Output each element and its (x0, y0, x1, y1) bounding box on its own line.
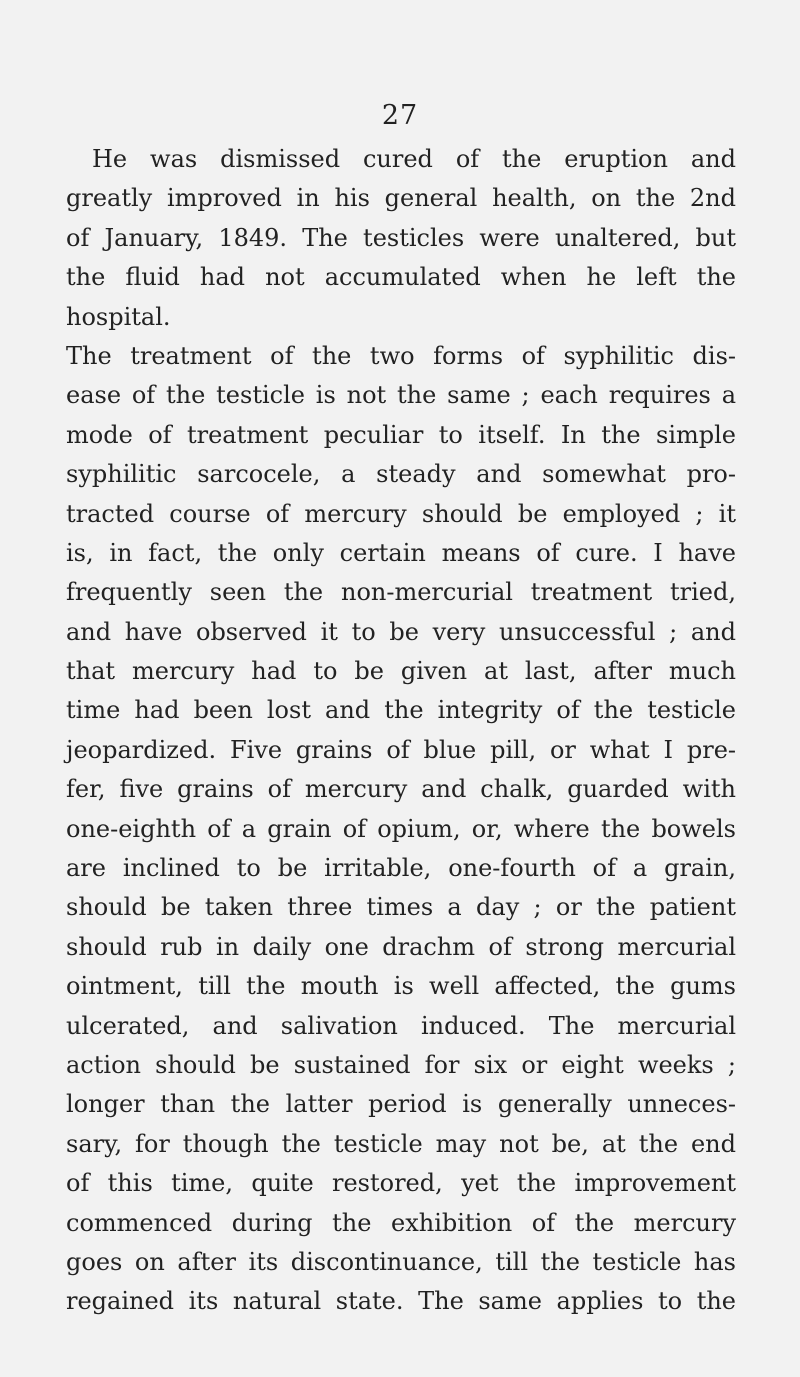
text-line: longer than the latter period is generally unneces- (66, 1090, 736, 1119)
text-line: are inclined to be irritable, one-fourth of a grain, (66, 854, 736, 883)
text-line: that mercury had to be given at last, after much (66, 657, 736, 686)
text-line: is, in fact, the only certain means of cure. I have (66, 538, 736, 567)
text-line: should be taken three times a day ; or the patient (66, 893, 736, 922)
page-number: 27 (381, 100, 419, 131)
text-line: one-eighth of a grain of opium, or, where the bowels (66, 814, 736, 843)
text-line: hospital. (66, 302, 171, 331)
body-text (66, 140, 736, 1322)
text-line: regained its natural state. The same applies to the (66, 1287, 736, 1316)
text-line: fer, five grains of mercury and chalk, guarded with (66, 775, 736, 804)
text-line: sary, for though the testicle may not be, at the end (66, 1129, 736, 1158)
text-line: the fluid had not accumulated when he left the (66, 263, 736, 292)
text-line: should rub in daily one drachm of strong mercurial (66, 932, 736, 961)
text-line: ointment, till the mouth is well affected, the gums (66, 972, 736, 1001)
text-line: greatly improved in his general health, on the 2nd (66, 184, 736, 213)
text-line: ease of the testicle is not the same ; each requires a (66, 381, 736, 410)
text-line: syphilitic sarcocele, a steady and somewhat pro- (66, 460, 736, 489)
text-line: He was dismissed cured of the eruption and (92, 145, 736, 173)
text-line: jeopardized. Five grains of blue pill, or what I pre- (66, 735, 736, 764)
text-line: of January, 1849. The testicles were unaltered, but (66, 223, 736, 252)
text-line: of this time, quite restored, yet the improvement (66, 1169, 736, 1198)
text-line: time had been lost and the integrity of the testicle (66, 696, 736, 725)
text-line: action should be sustained for six or eight weeks ; (66, 1050, 736, 1079)
text-line: goes on after its discontinuance, till the testicle has (66, 1247, 736, 1276)
text-line: The treatment of the two forms of syphilitic dis- (66, 341, 736, 370)
text-line: commenced during the exhibition of the mercury (66, 1208, 736, 1237)
text-line: frequently seen the non-mercurial treatment tried, (66, 578, 736, 607)
text-line: mode of treatment peculiar to itself. In the simple (66, 420, 736, 449)
text-line: ulcerated, and salivation induced. The mercurial (66, 1011, 736, 1040)
text-line: and have observed it to be very unsuccessful ; and (66, 617, 736, 646)
text-line: tracted course of mercury should be employed ; it (66, 499, 736, 528)
